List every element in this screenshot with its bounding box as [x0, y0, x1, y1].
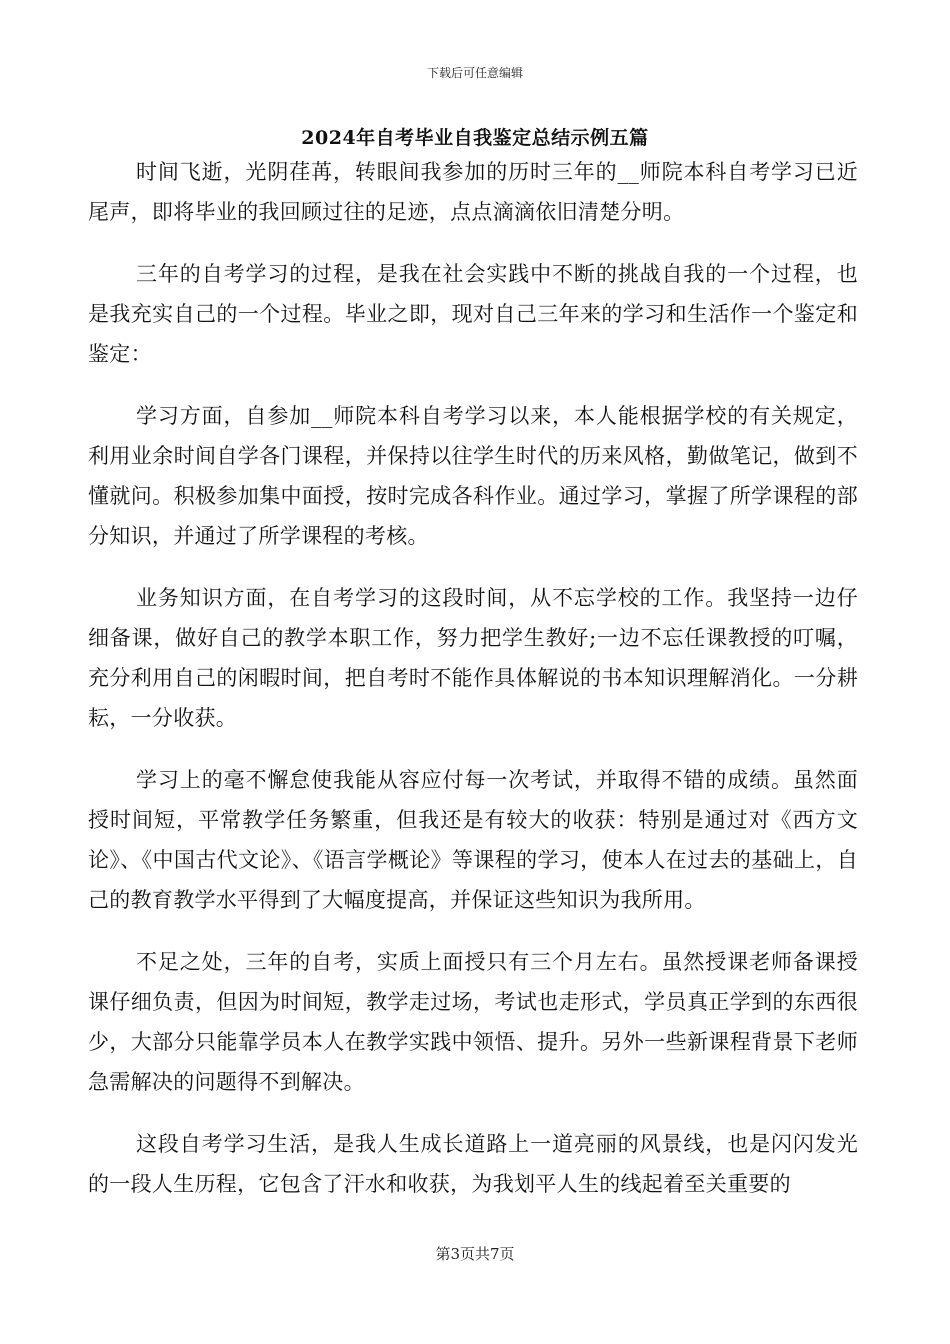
paragraph-process: 三年的自考学习的过程，是我在社会实践中不断的挑战自我的一个过程，也是我充实自己的一个过程。毕业之即，现对自己三年来的学习和生活作一个鉴定和鉴定：	[88, 262, 858, 366]
document-title: 2024年自考毕业自我鉴定总结示例五篇	[301, 127, 649, 149]
header-note: 下载后可任意编辑	[426, 66, 523, 80]
paragraph-shortcomings: 不足之处，三年的自考，实质上面授只有三个月左右。虽然授课老师备课授课仔细负责，但因为时间短，教学走过场，考试也走形式，学员真正学到的东西很少，大部分只能靠学员本人在教学实践中领悟、提升。另外一些新课程背景下老师急需解决的问题得不到解决。	[88, 950, 858, 1094]
document-body	[88, 152, 858, 1226]
paragraph-results: 学习上的毫不懈怠使我能从容应付每一次考试，并取得不错的成绩。虽然面授时间短，平常教学任务繁重，但我还是有较大的收获：特别是通过对《西方文论》、《中国古代文论》、《语言学概论》等课程的学习，使本人在过去的基础上，自己的教育教学水平得到了大幅度提高，并保证这些知识为我所用。	[88, 768, 858, 912]
paragraph-professional: 业务知识方面，在自考学习的这段时间，从不忘学校的工作。我坚持一边仔细备课，做好自己的教学本职工作，努力把学生教好;一边不忘任课教授的叮嘱，充分利用自己的闲暇时间，把自考时不能作具体解说的书本知识理解消化。一分耕耘，一分收获。	[88, 586, 858, 730]
page-number-footer: 第3页共7页	[435, 1245, 515, 1263]
paragraph-intro: 时间飞逝，光阴荏苒，转眼间我参加的历时三年的__师院本科自考学习已近尾声，即将毕业的我回顾过往的足迹，点点滴滴依旧清楚分明。	[88, 160, 858, 224]
paragraph-study: 学习方面，自参加__师院本科自考学习以来，本人能根据学校的有关规定，利用业余时间自学各门课程，并保持以往学生时代的历来风格，勤做笔记，做到不懂就问。积极参加集中面授，按时完成各科作业。通过学习，掌握了所学课程的部分知识，并通过了所学课程的考核。	[88, 404, 858, 548]
paragraph-conclusion: 这段自考学习生活，是我人生成长道路上一道亮丽的风景线，也是闪闪发光的一段人生历程，它包含了汗水和收获，为我划平人生的线起着至关重要的	[88, 1132, 858, 1196]
